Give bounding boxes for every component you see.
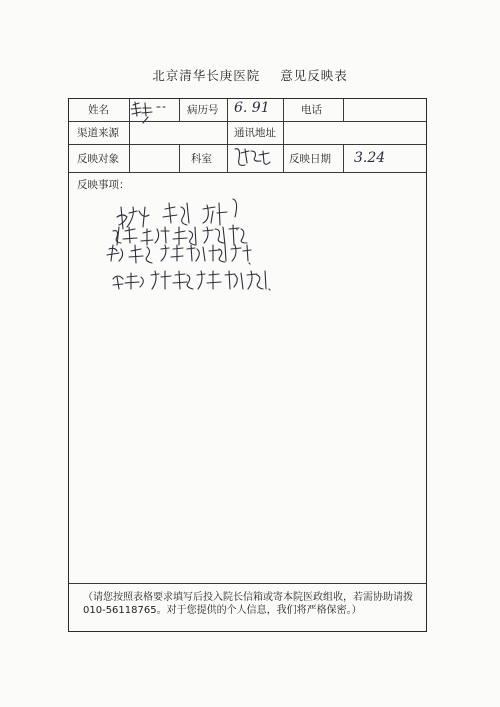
phone-label: 电话 (301, 104, 322, 116)
content-label: 反映事项： (77, 179, 130, 191)
address-label: 通讯地址 (234, 127, 276, 139)
date-label: 反映日期 (289, 153, 331, 165)
date-value: 3.24 (354, 150, 386, 166)
subject-label: 反映对象 (77, 153, 119, 165)
channel-label: 渠道来源 (77, 127, 119, 139)
name-scribble (131, 102, 152, 123)
department-label: 科室 (191, 153, 212, 165)
footer-note: （请您按照表格要求填写后投入院长信箱或寄本院医政组收，若需协助请拨010-56118765。对于您提供的个人信息，我们将严格保密。） (83, 592, 413, 616)
record-no-label: 病历号 (187, 104, 219, 116)
record-no-value: 6. 91 (234, 100, 270, 116)
page-title: 北京清华长庚医院 意见反映表 (152, 68, 348, 83)
feedback-form (68, 98, 427, 632)
department-signature (235, 149, 270, 166)
name-label: 姓名 (88, 104, 109, 116)
row-divider (69, 583, 426, 584)
handwriting-scribbles (69, 99, 428, 583)
